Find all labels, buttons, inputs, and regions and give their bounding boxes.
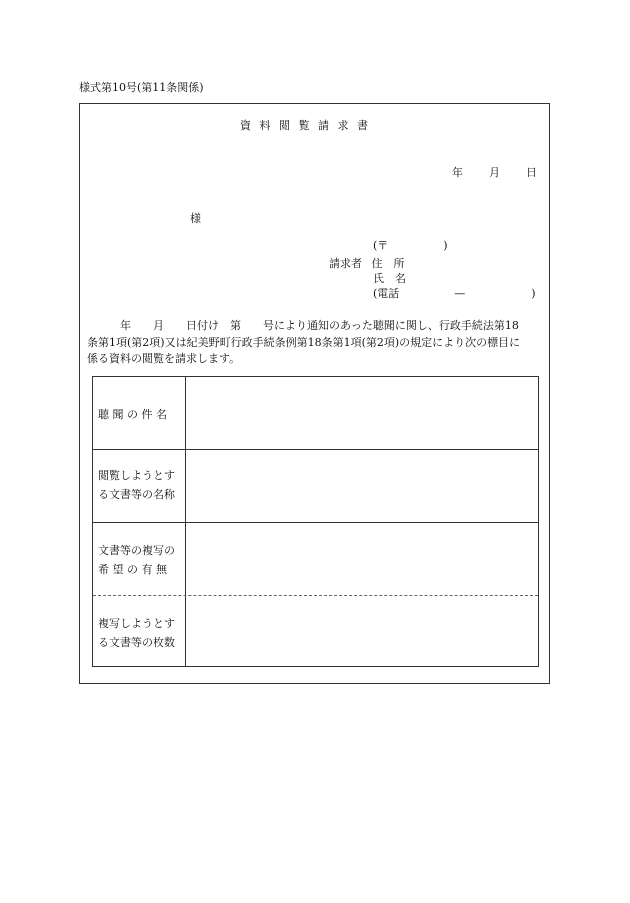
copy-wish-value[interactable]	[187, 523, 537, 594]
label-count-line2: る文書等の枚数	[98, 636, 175, 649]
address-label: 住 所	[371, 257, 405, 270]
requester-phone: (電話 — )	[373, 287, 536, 300]
date-year: 年	[452, 166, 463, 179]
copy-count-value[interactable]	[187, 596, 537, 666]
body-line: 係る資料の閲覧を請求します。	[87, 352, 241, 365]
requester-address-row	[329, 258, 405, 269]
requester-postal: (〒 )	[373, 239, 448, 252]
date-line	[452, 167, 537, 178]
addressee-suffix: 様	[190, 212, 201, 225]
requester-label: 請求者	[329, 257, 362, 270]
documents-value[interactable]	[187, 450, 537, 521]
label-documents-line1: 閲覧しようとす	[98, 469, 175, 482]
hearing-case-value[interactable]	[187, 377, 537, 448]
label-copy-line2: 希 望 の 有 無	[98, 563, 167, 576]
body-line: 年 月 日付け 第 号により通知のあった聴聞に関し、行政手続法第18	[87, 319, 519, 332]
label-hearing-case: 聴 聞 の 件 名	[98, 408, 167, 421]
date-day: 日	[526, 166, 537, 179]
name-label: 氏 名	[373, 272, 406, 285]
label-documents-line2: る文書等の名称	[98, 488, 175, 501]
body-line: 条第1項(第2項)又は紀美野町行政手続条例第18条第1項(第2項)の規定により次の標目に	[87, 335, 521, 349]
label-copy-line1: 文書等の複写の	[98, 544, 175, 557]
label-count-line1: 複写しようとす	[98, 617, 175, 630]
request-body	[87, 318, 547, 368]
form-number: 様式第10号(第11条関係)	[79, 81, 204, 94]
document-title: 資料閲覧請求書	[240, 119, 377, 132]
date-month: 月	[489, 166, 500, 179]
